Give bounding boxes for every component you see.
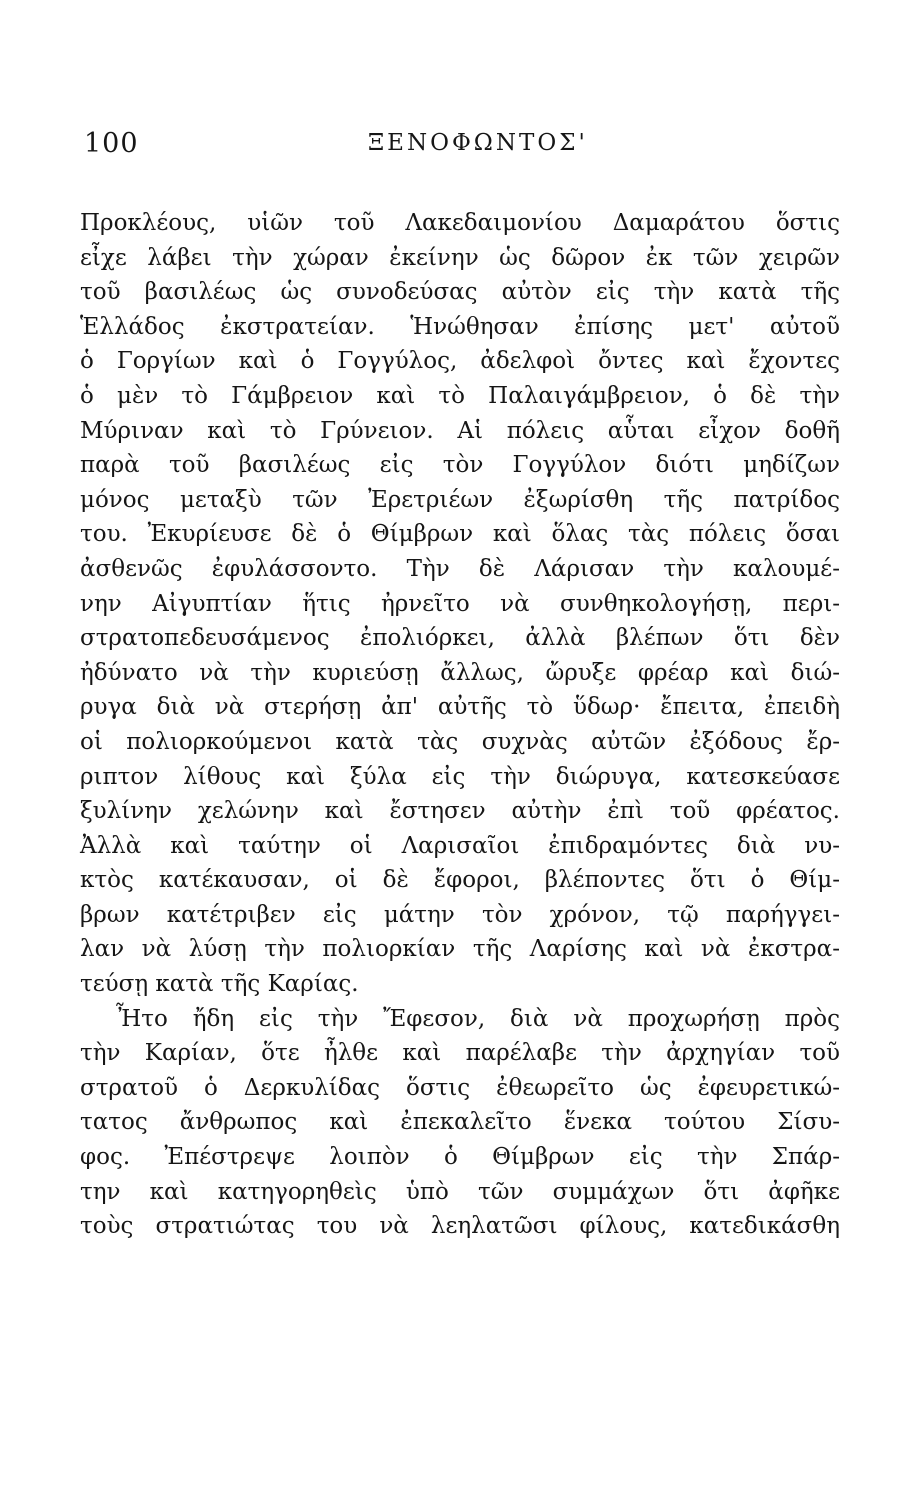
page-header <box>84 128 844 168</box>
text-line: τὴν Καρίαν, ὅτε ἦλθε καὶ παρέλαβε τὴν ἀρχηγίαν τοῦ <box>80 1040 840 1067</box>
text-line: Μύριναν καὶ τὸ Γρύνειον. Αἱ πόλεις αὗται εἶχον δοθῆ <box>80 417 840 444</box>
text-line: τοῦ βασιλέως ὡς συνοδεύσας αὐτὸν εἰς τὴν κατὰ τῆς <box>80 279 840 306</box>
text-line: ἠδύνατο νὰ τὴν κυριεύσῃ ἄλλως, ὤρυξε φρέαρ καὶ διώ- <box>80 659 840 686</box>
text-line: Ἦτο ἤδη εἰς τὴν Ἔφεσον, διὰ νὰ προχωρήσῃ πρὸς <box>116 1005 840 1032</box>
text-line: τατος ἄνθρωπος καὶ ἐπεκαλεῖτο ἕνεκα τούτου Σίσυ- <box>80 1109 840 1136</box>
text-line: ὁ Γοργίων καὶ ὁ Γογγύλος, ἀδελφοὶ ὄντες καὶ ἔχοντες <box>80 348 840 375</box>
text-line: τοὺς στρατιώτας του νὰ λεηλατῶσι φίλους, κατεδικάσθη <box>80 1213 840 1240</box>
running-head: ΞΕΝΟΦΩΝΤΟΣ' <box>368 130 588 156</box>
text-line: νην Αἰγυπτίαν ἥτις ἠρνεῖτο νὰ συνθηκολογήσῃ, περι- <box>80 590 840 617</box>
text-line: ἀσθενῶς ἐφυλάσσοντο. Τὴν δὲ Λάρισαν τὴν καλουμέ- <box>80 555 840 582</box>
text-line: εἶχε λάβει τὴν χώραν ἐκείνην ὡς δῶρον ἐκ τῶν χειρῶν <box>80 244 840 271</box>
text-line: ὁ μὲν τὸ Γάμβρειον καὶ τὸ Παλαιγάμβρειον, ὁ δὲ τὴν <box>80 382 840 409</box>
text-line: κτὸς κατέκαυσαν, οἱ δὲ ἔφοροι, βλέποντες ὅτι ὁ Θίμ- <box>80 867 840 894</box>
body-text <box>80 206 840 1244</box>
text-line: τεύσῃ κατὰ τῆς Καρίας. <box>80 971 359 998</box>
text-line: του. Ἐκυρίευσε δὲ ὁ Θίμβρων καὶ ὅλας τὰς πόλεις ὅσαι <box>80 521 840 548</box>
text-line: Προκλέους, υἱῶν τοῦ Λακεδαιμονίου Δαμαράτου ὅστις <box>80 210 840 236</box>
text-line: ρυγα διὰ νὰ στερήσῃ ἀπ' αὐτῆς τὸ ὕδωρ· ἔπειτα, ἐπειδὴ <box>80 694 840 721</box>
text-line: παρὰ τοῦ βασιλέως εἰς τὸν Γογγύλον διότι μηδίζων <box>80 452 840 479</box>
text-line: Ἑλλάδος ἐκστρατείαν. Ἡνώθησαν ἐπίσης μετ' αὐτοῦ <box>80 313 840 340</box>
text-line: λαν νὰ λύσῃ τὴν πολιορκίαν τῆς Λαρίσης καὶ νὰ ἐκστρα- <box>80 936 840 963</box>
text-line: μόνος μεταξὺ τῶν Ἐρετριέων ἐξωρίσθη τῆς πατρίδος <box>80 486 840 513</box>
text-line: την καὶ κατηγορηθεὶς ὑπὸ τῶν συμμάχων ὅτι ἀφῆκε <box>80 1178 840 1205</box>
text-line: ριπτον λίθους καὶ ξύλα εἰς τὴν διώρυγα, κατεσκεύασε <box>80 763 840 790</box>
text-line: οἱ πολιορκούμενοι κατὰ τὰς συχνὰς αὐτῶν ἐξόδους ἔρ- <box>80 728 840 755</box>
page-number: 100 <box>84 128 139 159</box>
text-line: στρατοῦ ὁ Δερκυλίδας ὅστις ἐθεωρεῖτο ὡς ἐφευρετικώ- <box>80 1074 840 1101</box>
text-line: ξυλίνην χελώνην καὶ ἔστησεν αὐτὴν ἐπὶ τοῦ φρέατος. <box>80 798 840 825</box>
text-line: στρατοπεδευσάμενος ἐπολιόρκει, ἀλλὰ βλέπων ὅτι δὲν <box>80 625 840 652</box>
text-line: βρων κατέτριβεν εἰς μάτην τὸν χρόνον, τῷ παρήγγει- <box>80 901 840 928</box>
text-line: φος. Ἐπέστρεψε λοιπὸν ὁ Θίμβρων εἰς τὴν Σπάρ- <box>80 1144 840 1171</box>
text-line: Ἀλλὰ καὶ ταύτην οἱ Λαρισαῖοι ἐπιδραμόντες διὰ νυ- <box>80 832 840 859</box>
